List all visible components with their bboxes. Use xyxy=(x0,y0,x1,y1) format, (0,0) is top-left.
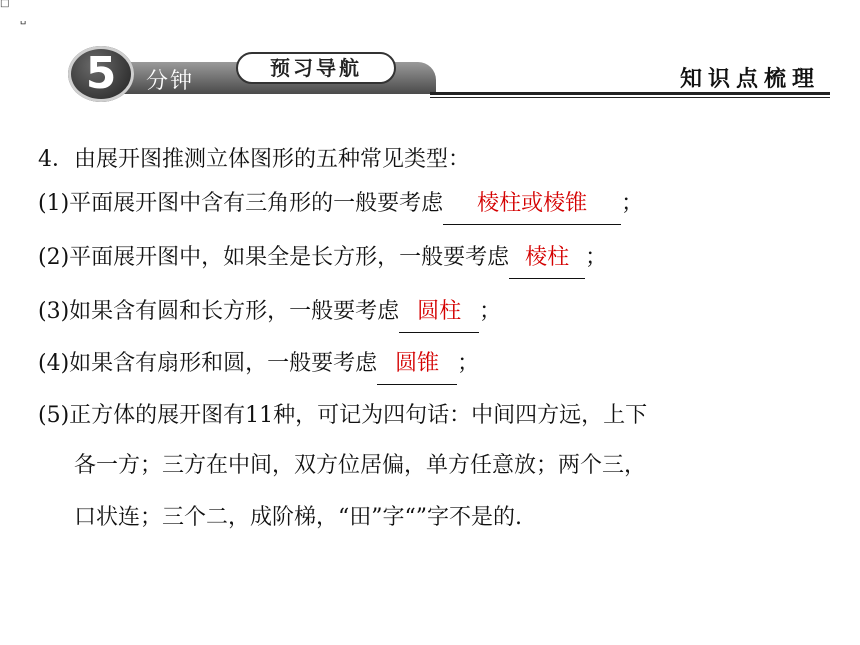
item-text: (1)平面展开图中含有三角形的一般要考虑 xyxy=(38,191,444,216)
item-5-line-1: (5)正方体的展开图有11种，可记为四句话：中间四方远，上下 xyxy=(38,403,648,428)
answer-blank: 棱柱或棱锥 xyxy=(443,190,621,225)
five-minute-badge-icon xyxy=(68,46,134,102)
item-1 xyxy=(38,184,643,224)
item-3 xyxy=(38,292,501,332)
answer-blank: 圆锥 xyxy=(377,350,457,385)
item-suffix: ； xyxy=(479,299,502,324)
banner-rule-thin xyxy=(430,97,830,98)
item-suffix: ； xyxy=(621,191,644,216)
item-2 xyxy=(38,238,607,278)
item-5-line-3: 口状连；三个二，成阶梯，“田”字“”字不是的. xyxy=(74,505,522,530)
item-4 xyxy=(38,344,479,384)
banner-label: 分钟 xyxy=(146,69,195,94)
section-banner xyxy=(0,40,860,106)
badge-number: 5 xyxy=(85,48,117,99)
corner-mark: ␣ xyxy=(20,14,27,25)
item-suffix: ； xyxy=(457,351,480,376)
item-5-line-2: 各一方；三方在中间，双方位居偏，单方任意放；两个三， xyxy=(74,453,647,478)
answer-blank: 棱柱 xyxy=(509,244,585,279)
answer-blank: 圆柱 xyxy=(399,298,479,333)
intro-line: 4．由展开图推测立体图形的五种常见类型： xyxy=(38,147,470,172)
item-text: (4)如果含有扇形和圆，一般要考虑 xyxy=(38,351,378,376)
section-title: 知识点梳理 xyxy=(679,67,820,92)
corner-mark: □ xyxy=(0,0,10,9)
item-text: (3)如果含有圆和长方形，一般要考虑 xyxy=(38,299,400,324)
item-text: (2)平面展开图中，如果全是长方形，一般要考虑 xyxy=(38,245,510,270)
item-suffix: ； xyxy=(585,245,608,270)
preview-tag: 预习导航 xyxy=(236,52,396,84)
